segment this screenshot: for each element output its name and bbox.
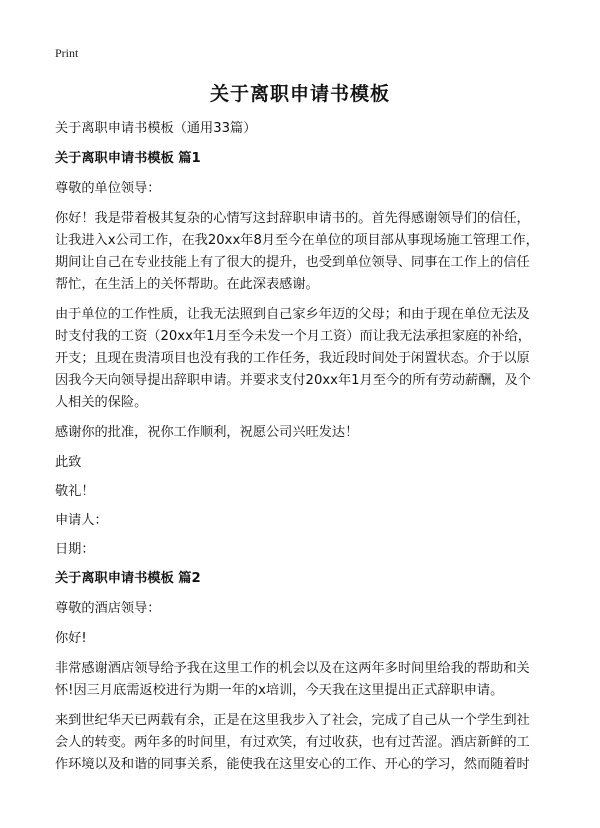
- section1-paragraph-1: [55, 208, 550, 296]
- section-heading-2: 关于离职申请书模板 篇2: [55, 571, 201, 586]
- text-line: 期间让自己在专业技能上有了很大的提升，也受到单位领导、同事在工作上的信任: [55, 255, 530, 270]
- section1-paragraph-2: [55, 304, 550, 414]
- text-line: 你好！我是带着极其复杂的心情写这封辞职申请书的。首先得感谢领导们的信任，: [55, 211, 530, 226]
- text-line: 开支；且现在贵清项目也没有我的工作任务，我近段时间处于闲置状态。介于以原: [55, 351, 530, 366]
- text-line: 帮忙，在生活上的关怀帮助。在此深表感谢。: [55, 277, 319, 292]
- text-line: 作环境以及和谐的同事关系，能使我在这里安心的工作、开心的学习，然而随着时: [55, 757, 530, 772]
- text-line: 人相关的保险。: [55, 395, 148, 410]
- greeting-2: 你好!: [55, 631, 87, 646]
- section2-paragraph-2: [55, 710, 550, 776]
- salutation-2: 尊敬的酒店领导：: [55, 601, 161, 616]
- section-heading-1: 关于离职申请书模板 篇1: [55, 151, 201, 166]
- text-line: 时支付我的工资（20xx年1月至今未发一个月工资）而让我无法承担家庭的补给，: [55, 329, 531, 344]
- text-line: 来到世纪华天已两载有余，正是在这里我步入了社会，完成了自己从一个学生到社: [55, 713, 530, 728]
- text-line: 怀!因三月底需返校进行为期一年的x培训，今天我在这里提出正式辞职申请。: [55, 683, 504, 698]
- page-title: 关于离职申请书模板: [209, 83, 390, 105]
- section2-paragraph-1: [55, 658, 550, 702]
- closing-ci-zhi: 此致: [55, 455, 82, 470]
- date-label: 日期：: [55, 542, 95, 557]
- document-body: [55, 118, 550, 784]
- text-line: 由于单位的工作性质，让我无法照到自己家乡年迈的父母；和由于现在单位无法及: [55, 307, 530, 322]
- salutation-1: 尊敬的单位领导：: [55, 181, 161, 196]
- closing-jing-li: 敬礼！: [55, 484, 95, 499]
- text-line: 让我进入x公司工作，在我20xx年8月至今在单位的项目部从事现场施工管理工作，: [55, 233, 539, 248]
- print-label: Print: [55, 46, 79, 60]
- document-subtitle: 关于离职申请书模板（通用33篇）: [55, 121, 257, 136]
- text-line: 非常感谢酒店领导给予我在这里工作的机会以及在这两年多时间里给我的帮助和关: [55, 661, 530, 676]
- applicant-label: 申请人：: [55, 513, 108, 528]
- thanks-line: 感谢你的批准，祝你工作顺利，祝愿公司兴旺发达！: [55, 425, 359, 440]
- text-line: 因我今天向领导提出辞职申请。并要求支付20xx年1月至今的所有劳动薪酬，及个: [55, 373, 531, 388]
- text-line: 会人的转变。两年多的时间里，有过欢笑，有过收获，也有过苦涩。酒店新鲜的工: [55, 735, 530, 750]
